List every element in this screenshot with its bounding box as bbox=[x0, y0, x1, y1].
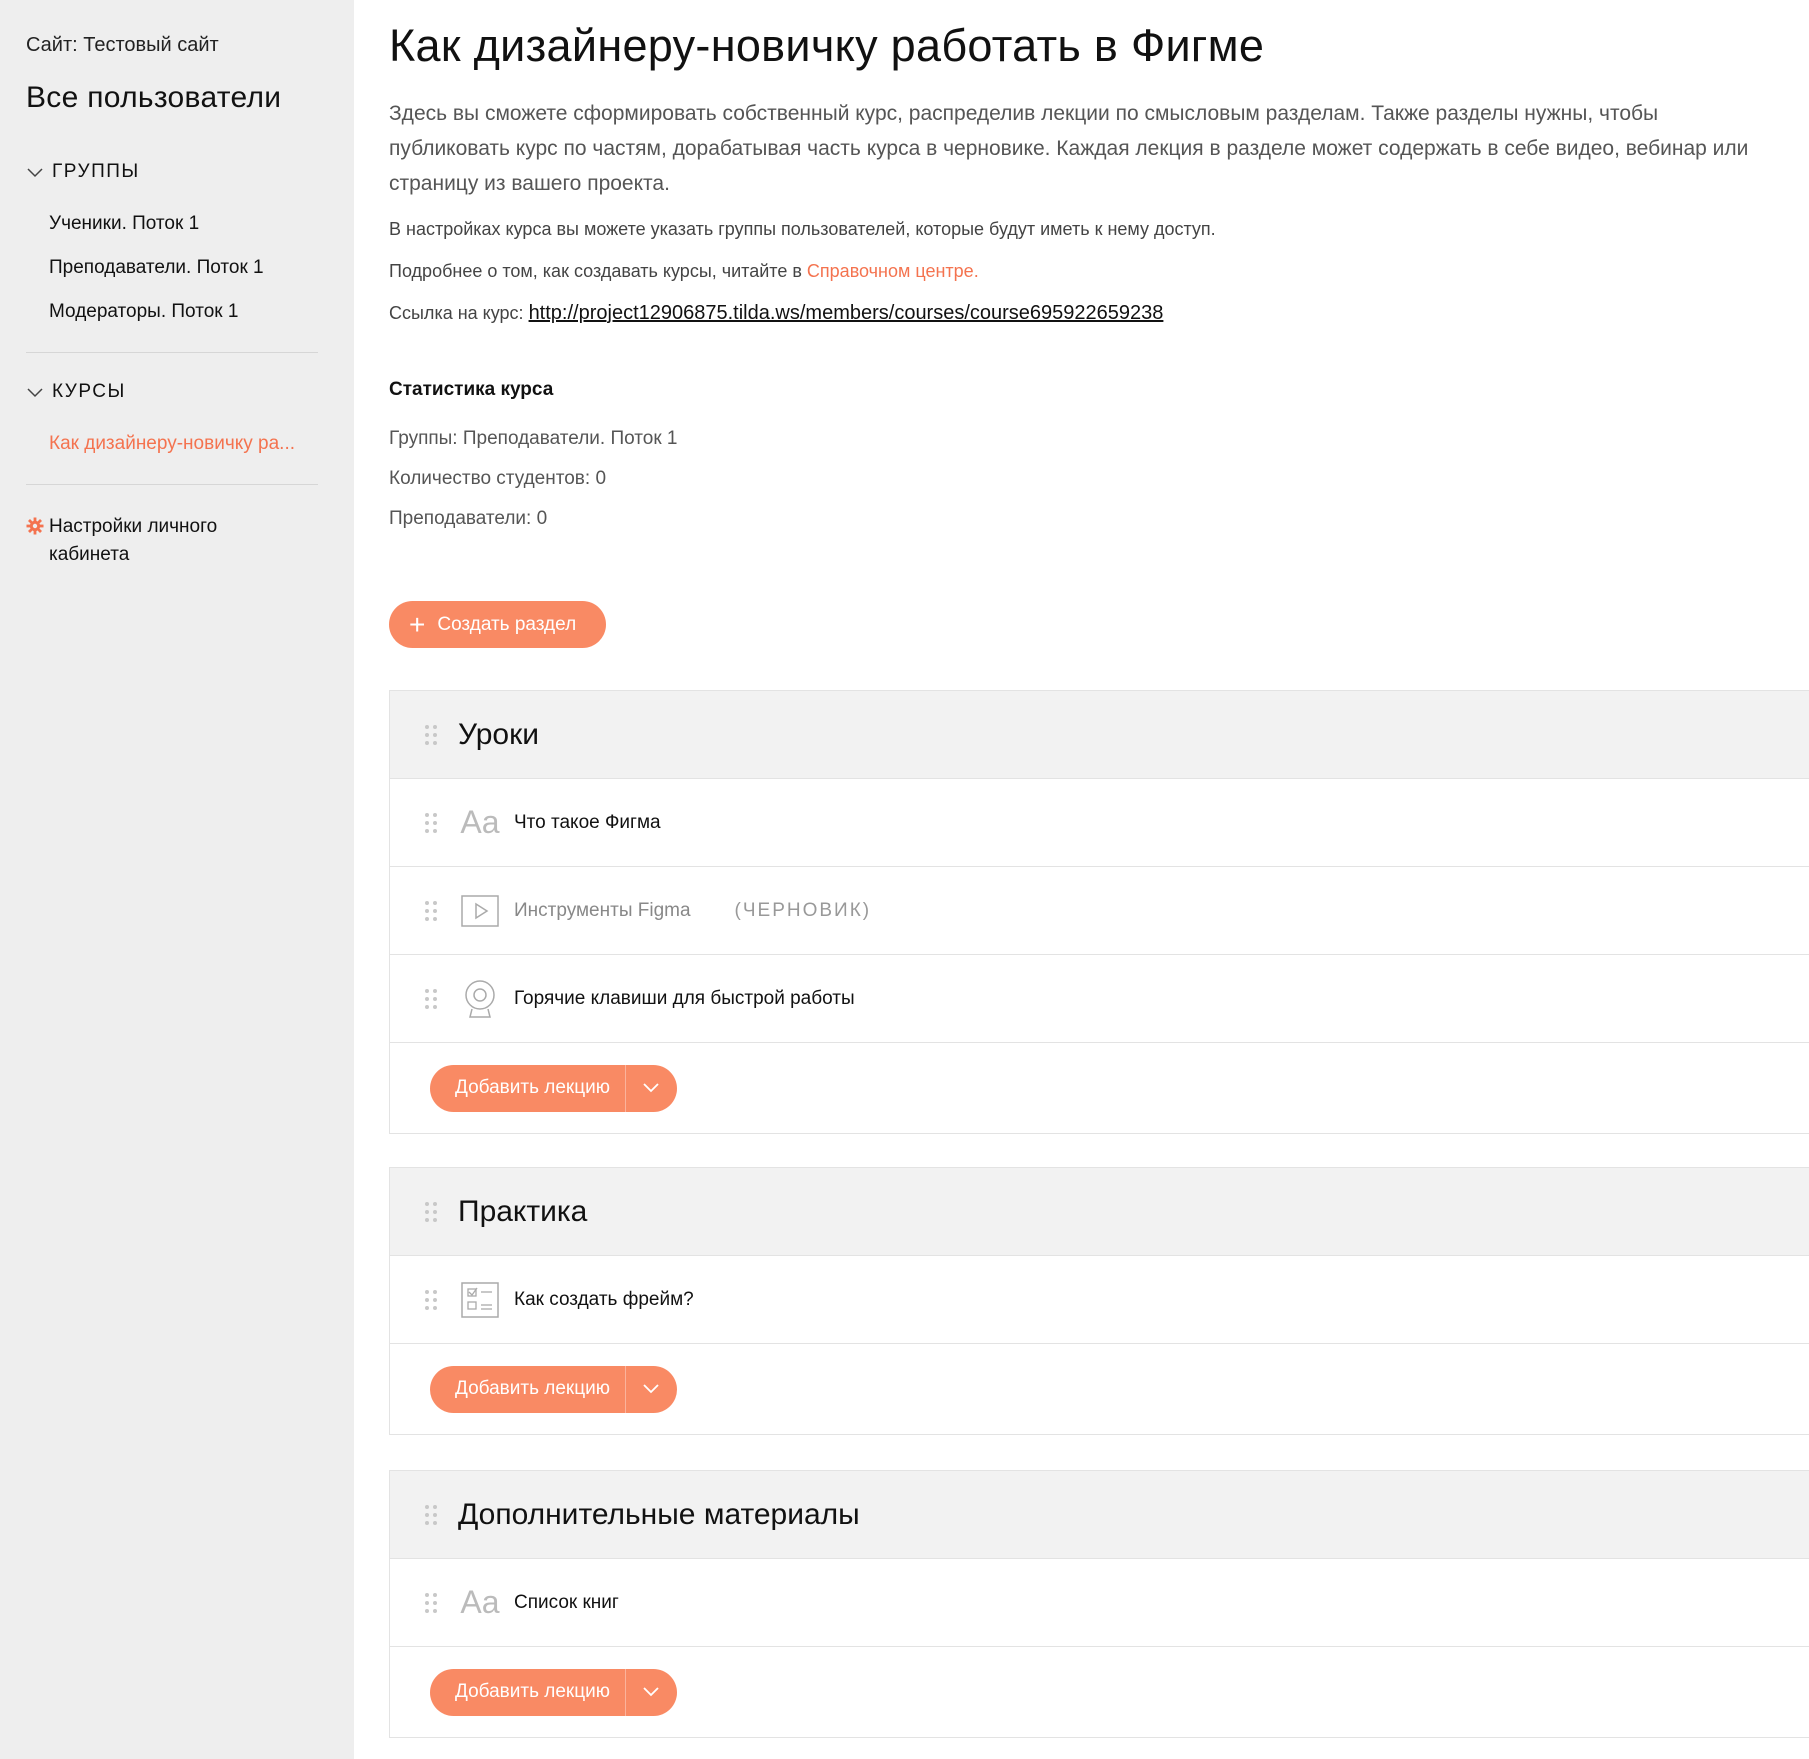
settings-label: Настройки личного кабинета bbox=[49, 516, 218, 565]
courses-header[interactable] bbox=[26, 379, 354, 405]
help-prefix: Подробнее о том, как создавать курсы, читайте в bbox=[389, 261, 807, 281]
help-center-link[interactable]: Справочном центре. bbox=[806, 261, 979, 281]
section-title: Практика bbox=[458, 1194, 588, 1228]
sidebar-item-group[interactable]: Модераторы. Поток 1 bbox=[49, 301, 239, 322]
add-lecture-label: Добавить лекцию bbox=[430, 1366, 626, 1413]
drag-handle-icon[interactable] bbox=[424, 1289, 438, 1311]
add-lecture-button[interactable] bbox=[430, 1366, 677, 1413]
drag-handle-icon[interactable] bbox=[424, 900, 438, 922]
drag-handle-icon[interactable] bbox=[424, 1504, 438, 1526]
stats-students: Количество студентов: 0 bbox=[389, 468, 607, 489]
course-link-row bbox=[389, 297, 1809, 329]
chevron-down-icon[interactable] bbox=[626, 1669, 677, 1716]
sidebar bbox=[0, 0, 354, 1759]
course-intro: Здесь вы сможете сформировать собственный курс, распределив лекции по смысловым разделам. Также разделы нужны, чтобы публиковать курс по частям, дорабатывая часть курса в черновике. Каждая лекция в разделе может содержать в себе видео, вебинар или страницу из вашего проекта. bbox=[389, 102, 1749, 195]
chevron-down-icon bbox=[26, 383, 44, 401]
webinar-icon bbox=[460, 979, 500, 1019]
drag-handle-icon[interactable] bbox=[424, 988, 438, 1010]
courses-list bbox=[26, 422, 354, 466]
main-content bbox=[389, 0, 1809, 1702]
text-icon: Aa bbox=[460, 1584, 500, 1620]
form-icon bbox=[460, 1280, 500, 1320]
lecture-title: Горячие клавиши для быстрой работы bbox=[514, 987, 855, 1009]
lecture-title: Инструменты Figma bbox=[514, 899, 691, 921]
course-section bbox=[389, 1167, 1809, 1435]
lecture-row[interactable] bbox=[390, 1559, 1809, 1647]
add-lecture-button[interactable] bbox=[430, 1065, 677, 1112]
chevron-down-icon[interactable] bbox=[626, 1366, 677, 1413]
course-link-prefix: Ссылка на курс: bbox=[389, 303, 529, 323]
create-section-button[interactable] bbox=[389, 601, 606, 648]
lecture-row[interactable] bbox=[390, 867, 1809, 955]
groups-header[interactable] bbox=[26, 159, 354, 185]
stats-groups: Группы: Преподаватели. Поток 1 bbox=[389, 428, 678, 449]
stats-title: Статистика курса bbox=[389, 379, 554, 400]
add-lecture-label: Добавить лекцию bbox=[430, 1669, 626, 1716]
draft-badge: (ЧЕРНОВИК) bbox=[734, 899, 872, 921]
page-title: Как дизайнеру-новичку работать в Фигме bbox=[389, 20, 1265, 71]
help-note bbox=[389, 255, 1809, 287]
course-url-link[interactable]: http://project12906875.tilda.ws/members/courses/course695922659238 bbox=[528, 302, 1164, 324]
groups-section bbox=[26, 159, 354, 353]
chevron-down-icon bbox=[26, 163, 44, 181]
add-lecture-row bbox=[390, 1647, 1809, 1737]
text-icon: Aa bbox=[460, 804, 500, 840]
drag-handle-icon[interactable] bbox=[424, 1592, 438, 1614]
groups-list bbox=[26, 202, 354, 334]
video-icon bbox=[460, 891, 500, 931]
all-users-link[interactable]: Все пользователи bbox=[26, 81, 282, 114]
site-label: Сайт: Тестовый сайт bbox=[26, 34, 219, 56]
lecture-title: Что такое Фигма bbox=[514, 811, 661, 833]
gear-icon bbox=[26, 517, 44, 535]
sidebar-item-group[interactable]: Ученики. Поток 1 bbox=[49, 213, 200, 234]
lecture-title: Как создать фрейм? bbox=[514, 1288, 694, 1310]
stats-teachers: Преподаватели: 0 bbox=[389, 508, 548, 529]
sidebar-divider bbox=[26, 484, 318, 485]
lecture-row[interactable] bbox=[390, 955, 1809, 1043]
courses-section bbox=[26, 379, 354, 485]
add-lecture-label: Добавить лекцию bbox=[430, 1065, 626, 1112]
section-header[interactable] bbox=[390, 1471, 1809, 1559]
cabinet-settings-link[interactable] bbox=[26, 513, 354, 569]
sidebar-item-group[interactable]: Преподаватели. Поток 1 bbox=[49, 257, 264, 278]
lecture-row[interactable] bbox=[390, 1256, 1809, 1344]
add-lecture-button[interactable] bbox=[430, 1669, 677, 1716]
course-section bbox=[389, 690, 1809, 1134]
drag-handle-icon[interactable] bbox=[424, 1201, 438, 1223]
section-title: Дополнительные материалы bbox=[458, 1497, 860, 1531]
lecture-title: Список книг bbox=[514, 1591, 619, 1613]
course-section bbox=[389, 1470, 1809, 1738]
section-title: Уроки bbox=[458, 717, 539, 751]
section-header[interactable] bbox=[390, 691, 1809, 779]
sidebar-item-course[interactable]: Как дизайнеру-новичку ра... bbox=[49, 433, 295, 454]
plus-icon: + bbox=[409, 608, 426, 640]
add-lecture-row bbox=[390, 1344, 1809, 1434]
drag-handle-icon[interactable] bbox=[424, 812, 438, 834]
chevron-down-icon[interactable] bbox=[626, 1065, 677, 1112]
add-lecture-row bbox=[390, 1043, 1809, 1133]
section-header[interactable] bbox=[390, 1168, 1809, 1256]
settings-note: В настройках курса вы можете указать группы пользователей, которые будут иметь к нему доступ. bbox=[389, 219, 1216, 239]
groups-title: ГРУППЫ bbox=[52, 161, 140, 182]
create-section-label: Создать раздел bbox=[437, 613, 577, 635]
lecture-row[interactable] bbox=[390, 779, 1809, 867]
sidebar-divider bbox=[26, 352, 318, 353]
courses-title: КУРСЫ bbox=[52, 381, 126, 402]
drag-handle-icon[interactable] bbox=[424, 724, 438, 746]
